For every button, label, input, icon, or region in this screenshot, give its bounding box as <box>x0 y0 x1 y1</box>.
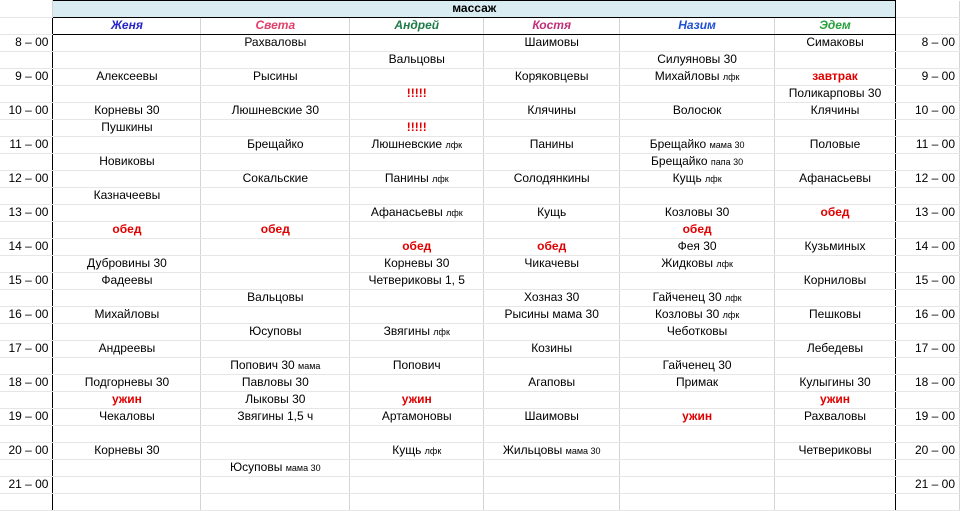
appointment-cell[interactable]: Люшневские лфк <box>350 136 484 153</box>
time-label-left[interactable] <box>0 357 53 374</box>
appointment-cell[interactable] <box>201 153 350 170</box>
schedule-row <box>0 408 960 425</box>
schedule-row <box>0 51 960 68</box>
appointment-cell[interactable]: Афанасьевы лфк <box>350 204 484 221</box>
appointment-cell[interactable] <box>53 85 201 102</box>
schedule-row <box>0 459 960 476</box>
appointment-cell[interactable] <box>201 187 350 204</box>
appointment-cell[interactable]: Вальцовы <box>350 51 484 68</box>
appointment-cell[interactable] <box>201 238 350 255</box>
appointment-cell[interactable] <box>53 289 201 306</box>
schedule-row <box>0 34 960 51</box>
appointment-cell[interactable]: Панины лфк <box>350 170 484 187</box>
appointment-cell[interactable] <box>484 357 620 374</box>
appointment-cell[interactable] <box>201 476 350 493</box>
appointment-cell[interactable] <box>620 493 775 510</box>
time-label-right[interactable] <box>896 255 960 272</box>
appointment-cell[interactable]: обед <box>53 221 201 238</box>
appointment-cell[interactable] <box>53 323 201 340</box>
appointment-cell[interactable] <box>620 476 775 493</box>
schedule-row <box>0 153 960 170</box>
time-label-right[interactable]: 20 – 00 <box>896 442 960 459</box>
appointment-cell[interactable]: Сокальские <box>201 170 350 187</box>
appointment-cell[interactable]: Люшневские 30 <box>201 102 350 119</box>
schedule-row <box>0 340 960 357</box>
time-label-left[interactable] <box>0 51 53 68</box>
appointment-cell[interactable] <box>53 357 201 374</box>
time-label-left[interactable]: 21 – 00 <box>0 476 53 493</box>
appointment-cell[interactable] <box>350 187 484 204</box>
appointment-cell[interactable]: Клячины <box>775 102 896 119</box>
appointment-cell[interactable] <box>201 442 350 459</box>
sheet-title[interactable]: массаж <box>53 1 896 18</box>
appointment-cell[interactable]: ужин <box>350 391 484 408</box>
appointment-cell[interactable]: Чекаловы <box>53 408 201 425</box>
appointment-cell[interactable] <box>201 493 350 510</box>
appointment-cell[interactable] <box>484 459 620 476</box>
time-label-left[interactable] <box>0 187 53 204</box>
time-label-right[interactable]: 8 – 00 <box>896 34 960 51</box>
time-label-right[interactable]: 9 – 00 <box>896 68 960 85</box>
appointment-cell[interactable] <box>350 493 484 510</box>
appointment-cell[interactable]: Звягины лфк <box>350 323 484 340</box>
time-label-right[interactable]: 12 – 00 <box>896 170 960 187</box>
schedule-row <box>0 323 960 340</box>
time-label-left[interactable] <box>0 255 53 272</box>
appointment-cell[interactable]: Хозназ 30 <box>484 289 620 306</box>
appointment-note: лфк <box>724 292 742 303</box>
schedule-row <box>0 442 960 459</box>
appointment-cell[interactable]: Чикачевы <box>484 255 620 272</box>
appointment-note: мама 30 <box>285 462 321 473</box>
appointment-cell[interactable]: Солодянкины <box>484 170 620 187</box>
time-label-left[interactable] <box>0 323 53 340</box>
appointment-cell[interactable]: Рысины <box>201 68 350 85</box>
masseur-header[interactable]: Женя <box>53 17 201 34</box>
time-label-left[interactable]: 18 – 00 <box>0 374 53 391</box>
appointment-cell[interactable]: ужин <box>620 408 775 425</box>
time-label-left[interactable]: 15 – 00 <box>0 272 53 289</box>
time-label-left[interactable]: 16 – 00 <box>0 306 53 323</box>
appointment-cell[interactable]: обед <box>350 238 484 255</box>
appointment-cell[interactable]: Шаимовы <box>484 34 620 51</box>
time-label-right[interactable] <box>896 51 960 68</box>
appointment-cell[interactable] <box>53 34 201 51</box>
appointment-cell[interactable] <box>484 493 620 510</box>
time-label-right[interactable] <box>896 391 960 408</box>
appointment-cell[interactable]: обед <box>620 221 775 238</box>
appointment-cell[interactable]: Поликарповы 30 <box>775 85 896 102</box>
appointment-cell[interactable]: Жильцовы мама 30 <box>484 442 620 459</box>
appointment-note: папа 30 <box>710 156 744 167</box>
schedule-row <box>0 306 960 323</box>
appointment-cell[interactable] <box>620 425 775 442</box>
appointment-cell[interactable]: Фея 30 <box>620 238 775 255</box>
appointment-cell[interactable] <box>620 340 775 357</box>
time-label-left[interactable]: 17 – 00 <box>0 340 53 357</box>
appointment-cell[interactable] <box>53 204 201 221</box>
appointment-cell[interactable]: !!!!! <box>350 119 484 136</box>
appointment-cell[interactable] <box>484 272 620 289</box>
time-label-left[interactable]: 9 – 00 <box>0 68 53 85</box>
schedule-row <box>0 170 960 187</box>
appointment-cell[interactable] <box>484 119 620 136</box>
time-label-right[interactable]: 16 – 00 <box>896 306 960 323</box>
appointment-cell[interactable]: Корневы 30 <box>53 442 201 459</box>
time-label-right[interactable]: 11 – 00 <box>896 136 960 153</box>
appointment-cell[interactable]: Рахваловы <box>201 34 350 51</box>
masseur-header[interactable]: Назим <box>620 17 775 34</box>
appointment-note: лфк <box>424 445 442 456</box>
appointment-cell[interactable] <box>53 459 201 476</box>
appointment-cell[interactable]: !!!!! <box>350 85 484 102</box>
appointment-cell[interactable]: Примак <box>620 374 775 391</box>
appointment-cell[interactable] <box>350 68 484 85</box>
appointment-cell[interactable] <box>620 391 775 408</box>
time-label-right[interactable]: 17 – 00 <box>896 340 960 357</box>
appointment-cell[interactable]: Попович <box>350 357 484 374</box>
appointment-cell[interactable]: Четвериковы <box>775 442 896 459</box>
appointment-cell[interactable] <box>775 493 896 510</box>
appointment-note: мама <box>298 360 321 371</box>
time-label-right[interactable] <box>896 459 960 476</box>
time-label-left[interactable] <box>0 289 53 306</box>
appointment-cell[interactable] <box>201 306 350 323</box>
appointment-cell[interactable]: Михайловы <box>53 306 201 323</box>
appointment-cell[interactable]: Лебедевы <box>775 340 896 357</box>
masseur-header[interactable]: Света <box>201 17 350 34</box>
schedule-row <box>0 272 960 289</box>
schedule-row <box>0 255 960 272</box>
time-label-right[interactable] <box>896 493 960 510</box>
appointment-cell[interactable] <box>484 425 620 442</box>
time-label-left[interactable]: 11 – 00 <box>0 136 53 153</box>
appointment-cell[interactable]: Кузьминых <box>775 238 896 255</box>
appointment-cell[interactable]: Пешковы <box>775 306 896 323</box>
appointment-cell[interactable] <box>620 85 775 102</box>
time-label-right[interactable] <box>896 153 960 170</box>
title-row <box>0 1 960 18</box>
appointment-cell[interactable] <box>775 425 896 442</box>
appointment-cell[interactable] <box>350 221 484 238</box>
appointment-cell[interactable]: Кущь лфк <box>350 442 484 459</box>
time-label-right[interactable] <box>896 187 960 204</box>
appointment-cell[interactable]: Клячины <box>484 102 620 119</box>
appointment-cell[interactable]: Кулыгины 30 <box>775 374 896 391</box>
appointment-cell[interactable] <box>201 85 350 102</box>
appointment-cell[interactable]: Корневы 30 <box>350 255 484 272</box>
schedule-row <box>0 493 960 510</box>
time-label-left[interactable] <box>0 153 53 170</box>
time-label-right[interactable] <box>896 425 960 442</box>
appointment-note: мама 30 <box>565 445 601 456</box>
appointment-cell[interactable]: Андреевы <box>53 340 201 357</box>
time-label-left[interactable]: 19 – 00 <box>0 408 53 425</box>
appointment-cell[interactable]: Четвериковы 1, 5 <box>350 272 484 289</box>
appointment-cell[interactable]: Попович 30 мама <box>201 357 350 374</box>
time-label-left[interactable] <box>0 391 53 408</box>
appointment-cell[interactable] <box>350 425 484 442</box>
appointment-note: лфк <box>705 173 722 184</box>
appointment-cell[interactable]: завтрак <box>775 68 896 85</box>
appointment-cell[interactable] <box>350 340 484 357</box>
appointment-cell[interactable] <box>350 153 484 170</box>
appointment-cell[interactable] <box>620 34 775 51</box>
appointment-cell[interactable] <box>53 425 201 442</box>
appointment-cell[interactable] <box>484 221 620 238</box>
appointment-cell[interactable]: Козины <box>484 340 620 357</box>
appointment-cell[interactable]: Алексеевы <box>53 68 201 85</box>
appointment-cell[interactable]: Брещайко мама 30 <box>620 136 775 153</box>
appointment-note: лфк <box>445 139 463 150</box>
schedule-row <box>0 425 960 442</box>
appointment-cell[interactable] <box>350 289 484 306</box>
appointment-cell[interactable]: Звягины 1,5 ч <box>201 408 350 425</box>
appointment-cell[interactable]: Дубровины 30 <box>53 255 201 272</box>
appointment-cell[interactable] <box>350 102 484 119</box>
appointment-cell[interactable]: Рысины мама 30 <box>484 306 620 323</box>
masseur-header[interactable]: Андрей <box>350 17 484 34</box>
appointment-cell[interactable] <box>620 442 775 459</box>
appointment-cell[interactable] <box>201 272 350 289</box>
schedule-row <box>0 102 960 119</box>
time-label-left[interactable] <box>0 425 53 442</box>
masseur-header-row <box>0 17 960 34</box>
appointment-note: лфк <box>716 258 733 269</box>
appointment-cell[interactable] <box>201 340 350 357</box>
time-label-right[interactable]: 19 – 00 <box>896 408 960 425</box>
appointment-cell[interactable] <box>350 306 484 323</box>
appointment-cell[interactable] <box>53 476 201 493</box>
appointment-cell[interactable] <box>350 374 484 391</box>
time-label-left[interactable] <box>0 459 53 476</box>
appointment-cell[interactable]: Павловы 30 <box>201 374 350 391</box>
appointment-cell[interactable] <box>484 476 620 493</box>
appointment-cell[interactable]: Подгорневы 30 <box>53 374 201 391</box>
appointment-cell[interactable] <box>53 493 201 510</box>
appointment-cell[interactable] <box>484 391 620 408</box>
appointment-cell[interactable] <box>484 51 620 68</box>
appointment-cell[interactable] <box>53 170 201 187</box>
appointment-cell[interactable] <box>201 119 350 136</box>
appointment-cell[interactable] <box>53 51 201 68</box>
appointment-cell[interactable]: Панины <box>484 136 620 153</box>
time-label-right[interactable] <box>896 323 960 340</box>
time-label-left[interactable] <box>0 85 53 102</box>
time-label-left[interactable]: 13 – 00 <box>0 204 53 221</box>
time-label-right[interactable]: 21 – 00 <box>896 476 960 493</box>
appointment-cell[interactable]: Жидковы лфк <box>620 255 775 272</box>
appointment-cell[interactable]: Гайченец 30 лфк <box>620 289 775 306</box>
time-label-left[interactable] <box>0 221 53 238</box>
appointment-cell[interactable]: Рахваловы <box>775 408 896 425</box>
appointment-cell[interactable] <box>775 187 896 204</box>
appointment-cell[interactable]: Симаковы <box>775 34 896 51</box>
appointment-cell[interactable]: Кущь <box>484 204 620 221</box>
schedule-row <box>0 136 960 153</box>
time-label-left[interactable]: 12 – 00 <box>0 170 53 187</box>
appointment-cell[interactable] <box>620 272 775 289</box>
appointment-cell[interactable] <box>53 238 201 255</box>
masseur-header[interactable]: Эдем <box>775 17 896 34</box>
time-label-right[interactable] <box>896 119 960 136</box>
appointment-cell[interactable] <box>350 34 484 51</box>
time-label-left[interactable]: 20 – 00 <box>0 442 53 459</box>
time-label-left[interactable] <box>0 119 53 136</box>
appointment-cell[interactable] <box>775 51 896 68</box>
schedule-row <box>0 391 960 408</box>
schedule-row <box>0 221 960 238</box>
appointment-cell[interactable]: Козловы 30 <box>620 204 775 221</box>
schedule-row <box>0 238 960 255</box>
appointment-cell[interactable]: Козловы 30 лфк <box>620 306 775 323</box>
appointment-cell[interactable]: Юсуповы <box>201 323 350 340</box>
appointment-cell[interactable]: ужин <box>775 391 896 408</box>
appointment-cell[interactable] <box>775 153 896 170</box>
appointment-cell[interactable]: Пушкины <box>53 119 201 136</box>
appointment-cell[interactable]: Лыковы 30 <box>201 391 350 408</box>
time-label-left[interactable] <box>0 493 53 510</box>
time-label-right[interactable] <box>896 85 960 102</box>
appointment-cell[interactable]: Половые <box>775 136 896 153</box>
schedule-row <box>0 85 960 102</box>
appointment-cell[interactable]: Гайченец 30 <box>620 357 775 374</box>
appointment-cell[interactable] <box>484 323 620 340</box>
time-label-right[interactable]: 13 – 00 <box>896 204 960 221</box>
appointment-note: лфк <box>432 173 449 184</box>
appointment-cell[interactable]: Агаповы <box>484 374 620 391</box>
appointment-cell[interactable] <box>620 119 775 136</box>
time-label-right[interactable]: 15 – 00 <box>896 272 960 289</box>
appointment-note: лфк <box>722 309 740 320</box>
appointment-cell[interactable]: Фадеевы <box>53 272 201 289</box>
appointment-cell[interactable] <box>775 221 896 238</box>
masseur-header[interactable]: Костя <box>484 17 620 34</box>
appointment-cell[interactable] <box>620 459 775 476</box>
time-label-right[interactable]: 18 – 00 <box>896 374 960 391</box>
time-label-right[interactable] <box>896 221 960 238</box>
appointment-cell[interactable]: Корневы 30 <box>53 102 201 119</box>
appointment-cell[interactable]: Брещайко папа 30 <box>620 153 775 170</box>
appointment-cell[interactable] <box>775 459 896 476</box>
appointment-cell[interactable]: Казначеевы <box>53 187 201 204</box>
appointment-note: мама 30 <box>709 139 745 150</box>
appointment-cell[interactable] <box>201 204 350 221</box>
appointment-cell[interactable]: Артамоновы <box>350 408 484 425</box>
appointment-cell[interactable]: ужин <box>53 391 201 408</box>
time-label-left[interactable]: 8 – 00 <box>0 34 53 51</box>
appointment-note: лфк <box>433 326 450 337</box>
appointment-cell[interactable] <box>484 187 620 204</box>
time-label-right[interactable]: 14 – 00 <box>896 238 960 255</box>
appointment-cell[interactable]: Вальцовы <box>201 289 350 306</box>
appointment-note: лфк <box>446 207 463 218</box>
appointment-cell[interactable]: Михайловы лфк <box>620 68 775 85</box>
appointment-cell[interactable]: Новиковы <box>53 153 201 170</box>
appointment-cell[interactable] <box>53 136 201 153</box>
schedule-row <box>0 119 960 136</box>
appointment-cell[interactable]: Шаимовы <box>484 408 620 425</box>
appointment-cell[interactable] <box>775 357 896 374</box>
schedule-row <box>0 476 960 493</box>
appointment-cell[interactable]: Афанасьевы <box>775 170 896 187</box>
appointment-cell[interactable]: обед <box>775 204 896 221</box>
appointment-cell[interactable] <box>201 425 350 442</box>
time-label-right[interactable] <box>896 289 960 306</box>
appointment-cell[interactable] <box>484 85 620 102</box>
appointment-cell[interactable]: обед <box>484 238 620 255</box>
appointment-cell[interactable] <box>775 119 896 136</box>
appointment-cell[interactable] <box>775 323 896 340</box>
appointment-cell[interactable]: Силуяновы 30 <box>620 51 775 68</box>
appointment-cell[interactable]: Кущь лфк <box>620 170 775 187</box>
appointment-cell[interactable] <box>775 289 896 306</box>
appointment-cell[interactable] <box>775 476 896 493</box>
time-label-right[interactable] <box>896 357 960 374</box>
appointment-cell[interactable] <box>201 51 350 68</box>
schedule-row <box>0 357 960 374</box>
appointment-cell[interactable]: Чеботковы <box>620 323 775 340</box>
appointment-cell[interactable] <box>201 255 350 272</box>
time-label-left[interactable]: 10 – 00 <box>0 102 53 119</box>
appointment-cell[interactable]: Юсуповы мама 30 <box>201 459 350 476</box>
appointment-cell[interactable]: обед <box>201 221 350 238</box>
schedule-row <box>0 68 960 85</box>
appointment-cell[interactable]: Волосюк <box>620 102 775 119</box>
schedule-row <box>0 289 960 306</box>
appointment-note: лфк <box>722 71 740 82</box>
time-label-left[interactable]: 14 – 00 <box>0 238 53 255</box>
appointment-cell[interactable]: Корниловы <box>775 272 896 289</box>
appointment-cell[interactable] <box>350 459 484 476</box>
appointment-cell[interactable] <box>484 153 620 170</box>
schedule-row <box>0 187 960 204</box>
appointment-cell[interactable]: Коряковцевы <box>484 68 620 85</box>
schedule-row <box>0 374 960 391</box>
appointment-cell[interactable]: Брещайко <box>201 136 350 153</box>
schedule-row <box>0 204 960 221</box>
appointment-cell[interactable] <box>620 187 775 204</box>
time-label-right[interactable]: 10 – 00 <box>896 102 960 119</box>
appointment-cell[interactable] <box>350 476 484 493</box>
appointment-cell[interactable] <box>775 255 896 272</box>
